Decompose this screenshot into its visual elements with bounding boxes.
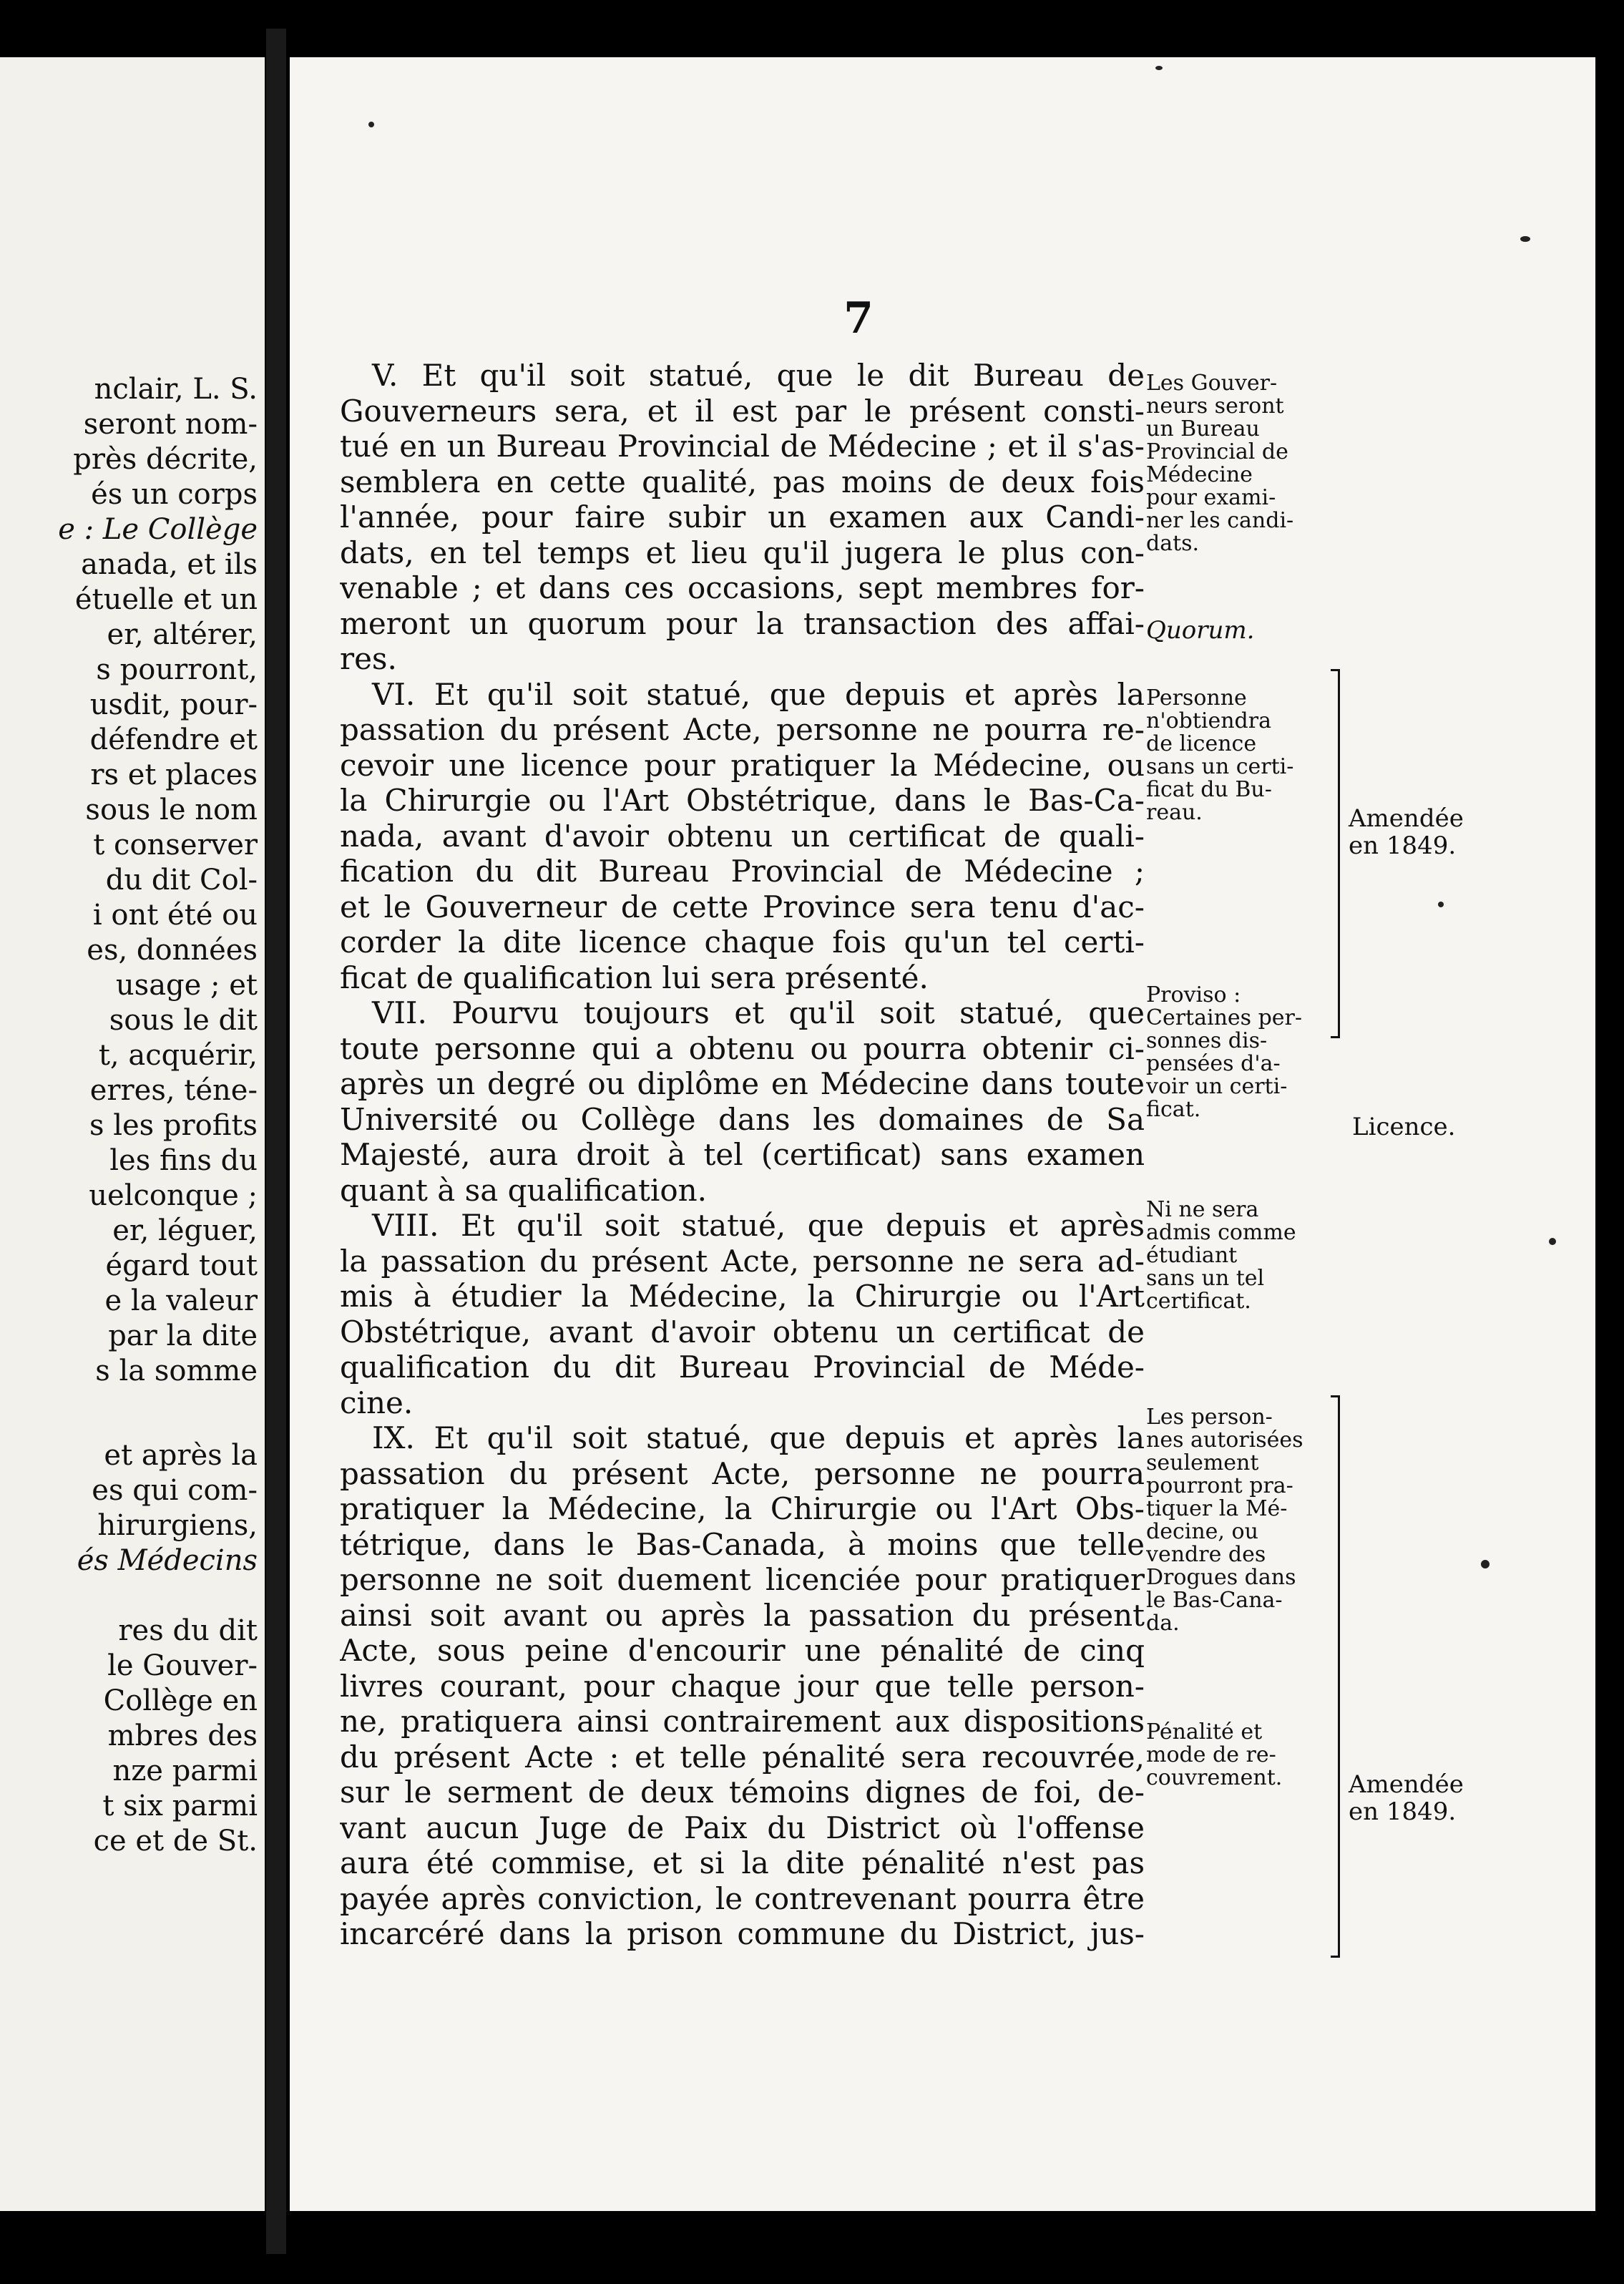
text-line: cine. xyxy=(340,1385,414,1420)
text-line: nclair, L. S. xyxy=(94,373,258,406)
text-line: i ont été ou xyxy=(92,899,258,932)
text-line: la Chirurgie ou l'Art Obstétrique, dans le Bas-Ca- xyxy=(340,783,1145,818)
text-line: ficat de qualification lui sera présenté. xyxy=(340,960,929,995)
text-line: la passation du présent Acte, personne ne sera ad- xyxy=(340,1243,1145,1279)
note-line: da. xyxy=(1146,1612,1180,1635)
text-line: incarcéré dans la prison commune du District, jus- xyxy=(340,1916,1145,1951)
note-line: ner les candi- xyxy=(1146,509,1294,532)
text-line: par la dite xyxy=(108,1319,258,1352)
margin-note-gouverneurs xyxy=(1146,372,1336,555)
right-page xyxy=(290,57,1595,2211)
text-line: le Gouver- xyxy=(107,1649,258,1682)
note-line: étudiant xyxy=(1146,1244,1238,1267)
amendment-bracket xyxy=(1331,1395,1340,1958)
note-line: couvrement. xyxy=(1146,1767,1283,1790)
text-line: mis à étudier la Médecine, la Chirurgie ou l'Art xyxy=(340,1279,1145,1314)
note-line: mode de re- xyxy=(1146,1744,1276,1767)
note-line: Les person- xyxy=(1146,1406,1273,1429)
text-line: aura été commise, et si la dite pénalité n'est pas xyxy=(340,1845,1145,1880)
text-line: usdit, pour- xyxy=(89,688,258,721)
note-line: Pénalité et xyxy=(1146,1721,1263,1744)
body-text xyxy=(340,358,1145,1952)
note-line: sans un certi- xyxy=(1146,756,1294,779)
margin-note-licence-required xyxy=(1146,687,1336,824)
note-line: Amendée xyxy=(1349,804,1464,833)
text-line: livres courant, pour chaque jour que telle person- xyxy=(340,1668,1145,1704)
text-line: és un corps xyxy=(91,478,258,511)
text-line: toute personne qui a obtenu ou pourra obtenir ci- xyxy=(340,1030,1145,1066)
text-line: vant aucun Juge de Paix du District où l'offense xyxy=(340,1810,1145,1845)
text-line: VIII. Et qu'il soit statué, que depuis et après xyxy=(372,1208,1145,1243)
note-line: Quorum. xyxy=(1146,619,1255,642)
scan-speck xyxy=(1520,236,1530,242)
note-line: en 1849. xyxy=(1349,831,1457,860)
note-line: seulement xyxy=(1146,1452,1259,1475)
text-line: sur le serment de deux témoins dignes de foi, de- xyxy=(340,1775,1145,1810)
text-line: personne ne soit duement licenciée pour pratiquer xyxy=(340,1562,1145,1597)
text-line: étuelle et un xyxy=(74,583,258,616)
text-line: fication du dit Bureau Provincial de Médecine ; xyxy=(340,854,1145,889)
text-line: du présent Acte : et telle pénalité sera recouvrée, xyxy=(340,1739,1145,1775)
note-line: ficat. xyxy=(1146,1098,1201,1121)
margin-note-authorized xyxy=(1146,1406,1336,1635)
note-line: Proviso : xyxy=(1146,984,1241,1007)
text-line: nze parmi xyxy=(112,1755,258,1787)
text-line: s les profits xyxy=(89,1109,258,1142)
note-line: sonnes dis- xyxy=(1146,1030,1268,1053)
text-line: e : Le Collège xyxy=(58,513,258,546)
scan-speck xyxy=(1549,1238,1556,1245)
text-line: anada, et ils xyxy=(81,548,258,581)
note-line: en 1849. xyxy=(1349,1797,1457,1826)
note-line: Personne xyxy=(1146,687,1247,710)
text-line: és Médecins xyxy=(77,1544,258,1577)
text-line: s pourront, xyxy=(96,653,258,686)
text-line: Obstétrique, avant d'avoir obtenu un certificat de xyxy=(340,1314,1145,1350)
text-line: Acte, sous peine d'encourir une pénalité de cinq xyxy=(340,1633,1145,1668)
text-line: pratiquer la Médecine, la Chirurgie ou l'Art Obs- xyxy=(340,1491,1145,1526)
text-line: res. xyxy=(340,641,397,676)
text-line: er, altérer, xyxy=(107,618,258,651)
licence-note: Licence. xyxy=(1352,1113,1456,1141)
note-line: admis comme xyxy=(1146,1221,1296,1244)
text-line: IX. Et qu'il soit statué, que depuis et après la xyxy=(372,1420,1145,1455)
note-line: Ni ne sera xyxy=(1146,1199,1259,1221)
note-line: le Bas-Cana- xyxy=(1146,1589,1283,1612)
text-line: et le Gouverneur de cette Province sera tenu d'ac- xyxy=(340,889,1145,924)
text-line: défendre et xyxy=(89,723,258,756)
text-line: Majesté, aura droit à tel (certificat) sans examen xyxy=(340,1137,1145,1172)
text-line: près décrite, xyxy=(73,443,258,476)
note-line: Certaines per- xyxy=(1146,1007,1303,1030)
note-line: Amendée xyxy=(1349,1770,1464,1799)
text-line: t six parmi xyxy=(102,1790,258,1822)
amendment-note xyxy=(1349,1771,1464,1825)
text-line: er, léguer, xyxy=(112,1214,258,1247)
note-line: Provincial de xyxy=(1146,441,1288,464)
text-line: erres, téne- xyxy=(89,1074,258,1107)
text-line: meront un quorum pour la transaction des affai- xyxy=(340,605,1145,641)
amendment-note xyxy=(1349,805,1464,859)
margin-note-proviso xyxy=(1146,984,1336,1121)
text-line: du dit Col- xyxy=(105,864,258,897)
margin-note-penalty xyxy=(1146,1721,1336,1790)
text-line: VI. Et qu'il soit statué, que depuis et après la xyxy=(372,676,1145,712)
note-line: ficat du Bu- xyxy=(1146,779,1272,801)
note-line: decine, ou xyxy=(1146,1521,1258,1543)
text-line: ce et de St. xyxy=(93,1825,258,1858)
margin-note-students xyxy=(1146,1199,1336,1313)
text-line: usage ; et xyxy=(115,969,258,1002)
note-line: tiquer la Mé- xyxy=(1146,1498,1288,1521)
note-line: vendre des xyxy=(1146,1543,1266,1566)
text-line: tué en un Bureau Provincial de Médecine ; et il s'as- xyxy=(340,429,1145,464)
note-line: neurs seront xyxy=(1146,395,1284,418)
text-line: l'année, pour faire subir un examen aux Candi- xyxy=(340,499,1145,535)
text-line: dats, en tel temps et lieu qu'il jugera le plus con- xyxy=(340,535,1145,570)
text-line: mbres des xyxy=(107,1719,258,1752)
text-line: tétrique, dans le Bas-Canada, à moins que telle xyxy=(340,1526,1145,1562)
text-line: payée après conviction, le contrevenant pourra être xyxy=(340,1880,1145,1916)
text-line: cevoir une licence pour pratiquer la Médecine, ou xyxy=(340,747,1145,783)
text-line: venable ; et dans ces occasions, sept membres for- xyxy=(340,570,1145,605)
text-line: V. Et qu'il soit statué, que le dit Bureau de xyxy=(372,358,1145,393)
text-line: t conserver xyxy=(93,829,258,862)
scan-speck xyxy=(368,122,374,127)
note-line: un Bureau xyxy=(1146,418,1260,441)
text-line: ainsi soit avant ou après la passation du présent xyxy=(340,1597,1145,1633)
text-line: les fins du xyxy=(109,1144,258,1177)
note-line: Les Gouver- xyxy=(1146,372,1278,395)
text-line: corder la dite licence chaque fois qu'un tel certi- xyxy=(340,924,1145,960)
text-line: Collège en xyxy=(103,1684,258,1717)
text-line: ne, pratiquera ainsi contrairement aux dispositions xyxy=(340,1704,1145,1739)
text-line: uelconque ; xyxy=(89,1179,258,1212)
note-line: Médecine xyxy=(1146,464,1253,487)
text-line: e la valeur xyxy=(104,1284,258,1317)
text-line: es qui com- xyxy=(92,1474,258,1507)
text-line: Université ou Collège dans les domaines de Sa xyxy=(340,1101,1145,1137)
note-line: sans un tel xyxy=(1146,1267,1265,1290)
note-line: nes autorisées xyxy=(1146,1429,1303,1452)
left-page-text-bottom xyxy=(0,1438,258,1859)
text-line: nada, avant d'avoir obtenu un certificat de quali- xyxy=(340,818,1145,854)
text-line: res du dit xyxy=(118,1614,258,1647)
scan-speck xyxy=(1155,66,1163,70)
text-line: es, données xyxy=(87,934,258,967)
amendment-bracket xyxy=(1331,669,1340,1038)
note-line: de licence xyxy=(1146,733,1257,756)
text-line: seront nom- xyxy=(83,408,258,441)
note-line: pour exami- xyxy=(1146,487,1276,509)
note-line: n'obtiendra xyxy=(1146,710,1271,733)
text-line: hirurgiens, xyxy=(97,1509,258,1542)
text-line: égard tout xyxy=(105,1249,258,1282)
text-line: s la somme xyxy=(95,1355,258,1387)
text-line: VII. Pourvu toujours et qu'il soit statué, que xyxy=(372,995,1145,1030)
text-line: quant à sa qualification. xyxy=(340,1172,708,1208)
margin-note-quorum xyxy=(1146,619,1336,642)
note-line: certificat. xyxy=(1146,1290,1251,1313)
note-line: voir un certi- xyxy=(1146,1075,1288,1098)
note-line: reau. xyxy=(1146,801,1203,824)
text-line: t, acquérir, xyxy=(98,1039,258,1072)
text-line: rs et places xyxy=(90,758,258,791)
text-line: passation du présent Acte, personne ne pourra re- xyxy=(340,712,1145,747)
text-line: Gouverneurs sera, et il est par le présent consti- xyxy=(340,393,1145,429)
text-line: semblera en cette qualité, pas moins de deux fois xyxy=(340,464,1145,499)
text-line: après un degré ou diplôme en Médecine dans toute xyxy=(340,1066,1145,1101)
text-line: sous le dit xyxy=(109,1004,258,1037)
text-line: qualification du dit Bureau Provincial de Méde- xyxy=(340,1350,1145,1385)
left-page-fragment xyxy=(0,57,265,2211)
note-line: dats. xyxy=(1146,532,1200,555)
scan-speck xyxy=(1438,902,1444,907)
page-number: 7 xyxy=(843,293,874,343)
note-line: Drogues dans xyxy=(1146,1566,1296,1589)
text-line xyxy=(0,1578,265,1614)
scan-speck xyxy=(1481,1560,1490,1568)
note-line: pensées d'a- xyxy=(1146,1053,1281,1075)
book-gutter xyxy=(266,29,286,2254)
note-line: pourront pra- xyxy=(1146,1475,1293,1498)
left-page-text xyxy=(0,372,258,1389)
text-line: et après la xyxy=(104,1439,258,1472)
text-line: passation du présent Acte, personne ne pourra xyxy=(340,1455,1145,1491)
text-line: sous le nom xyxy=(85,794,258,826)
